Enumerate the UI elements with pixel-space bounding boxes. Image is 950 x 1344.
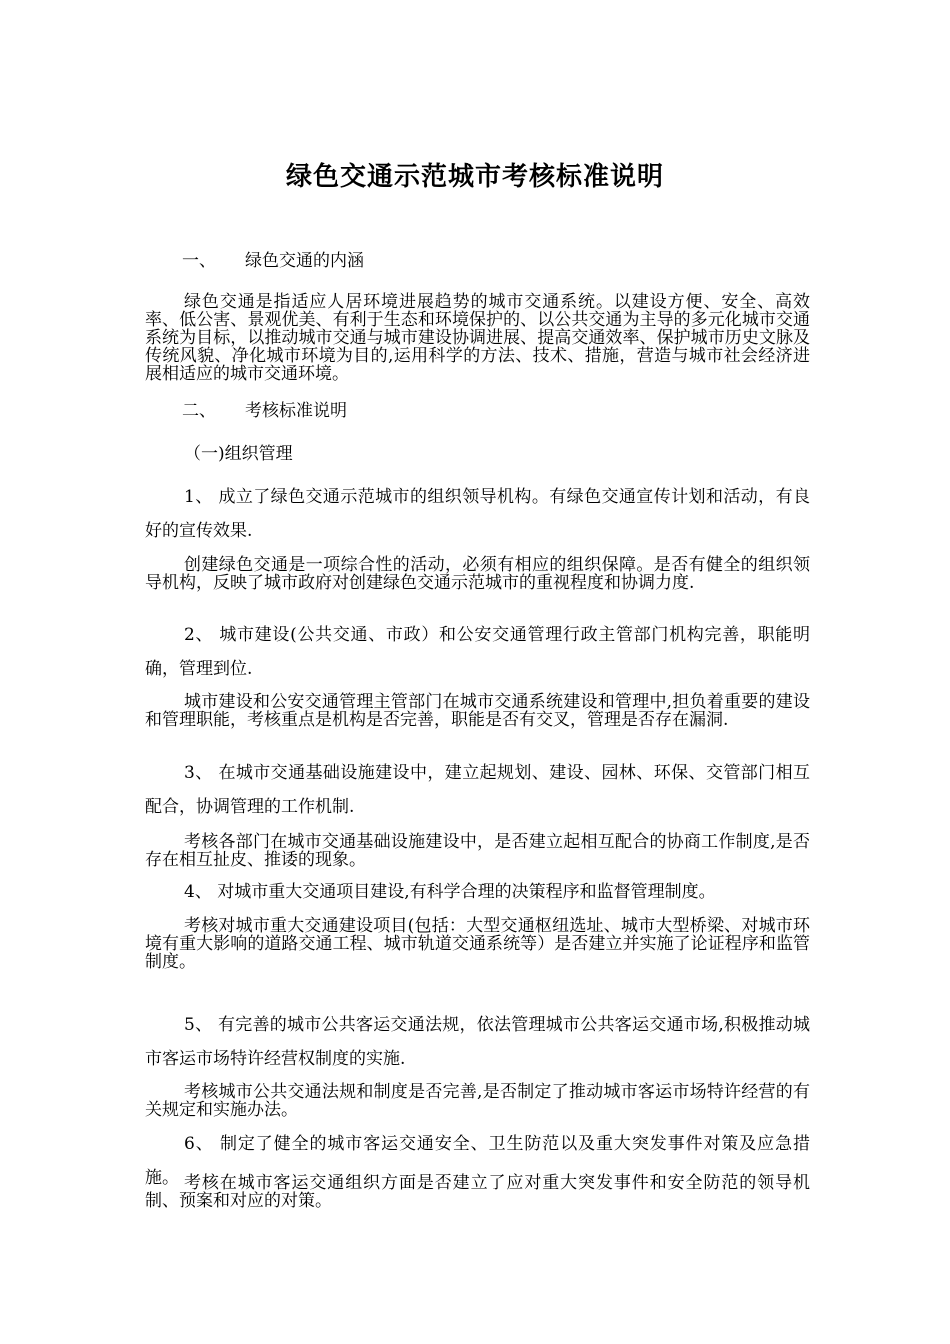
criterion-explanation: 考核各部门在城市交通基础设施建设中，是否建立起相互配合的协商工作制度,是否存在相互扯皮、推诿的现象。: [145, 832, 810, 870]
section-label-2: 考核标准说明: [245, 401, 347, 421]
section-heading-1: [182, 250, 364, 272]
section-heading-2: [182, 400, 347, 422]
criterion-item: 2、 城市建设(公共交通、市政）和公安交通管理行政主管部门机构完善，职能明确，管理到位.: [145, 625, 810, 679]
criterion-explanation: 城市建设和公安交通管理主管部门在城市交通系统建设和管理中,担负着重要的建设和管理职能，考核重点是机构是否完善，职能是否有交叉，管理是否存在漏洞.: [145, 692, 810, 730]
criterion-explanation: 考核对城市重大交通建设项目(包括：大型交通枢纽选址、城市大型桥梁、对城市环境有重大影响的道路交通工程、城市轨道交通系统等）是否建立并实施了论证程序和监管制度。: [145, 916, 810, 972]
criterion-explanation: 创建绿色交通是一项综合性的活动，必须有相应的组织保障。是否有健全的组织领导机构，反映了城市政府对创建绿色交通示范城市的重视程度和协调力度.: [145, 555, 810, 593]
criterion-item: 5、 有完善的城市公共客运交通法规，依法管理城市公共客运交通市场,积极推动城市客运市场特许经营权制度的实施.: [145, 1015, 810, 1069]
page-title: 绿色交通示范城市考核标准说明: [285, 162, 664, 192]
criterion-item: 6、 制定了健全的城市客运交通安全、卫生防范以及重大突发事件对策及应急措施。: [145, 1134, 810, 1188]
subsection-heading: （一)组织管理: [184, 444, 293, 464]
criterion-item: 4、 对城市重大交通项目建设,有科学合理的决策程序和监督管理制度。: [184, 882, 716, 902]
section-label-1: 绿色交通的内涵: [245, 251, 364, 271]
section-number-2: 二、: [182, 401, 216, 421]
section-1-paragraph: 绿色交通是指适应人居环境进展趋势的城市交通系统。以建设方便、安全、高效率、低公害、景观优美、有利于生态和环境保护的、以公共交通为主导的多元化城市交通系统为目标，以推动城市交通与城市建设协调进展、提高交通效率、保护城市历史文脉及传统风貌、净化城市环境为目的,运用科学的方法、技术、措施，营造与城市社会经济进展相适应的城市交通环境。: [145, 292, 810, 384]
criterion-item: 3、 在城市交通基础设施建设中，建立起规划、建设、园林、环保、交管部门相互配合，协调管理的工作机制.: [145, 763, 810, 817]
section-number-1: 一、: [182, 251, 216, 271]
criterion-explanation: 考核城市公共交通法规和制度是否完善,是否制定了推动城市客运市场特许经营的有关规定和实施办法。: [145, 1082, 810, 1120]
criterion-explanation: 考核在城市客运交通组织方面是否建立了应对重大突发事件和安全防范的领导机制、预案和对应的对策。: [145, 1173, 810, 1211]
criterion-item: 1、 成立了绿色交通示范城市的组织领导机构。有绿色交通宣传计划和活动，有良好的宣传效果.: [145, 487, 810, 541]
